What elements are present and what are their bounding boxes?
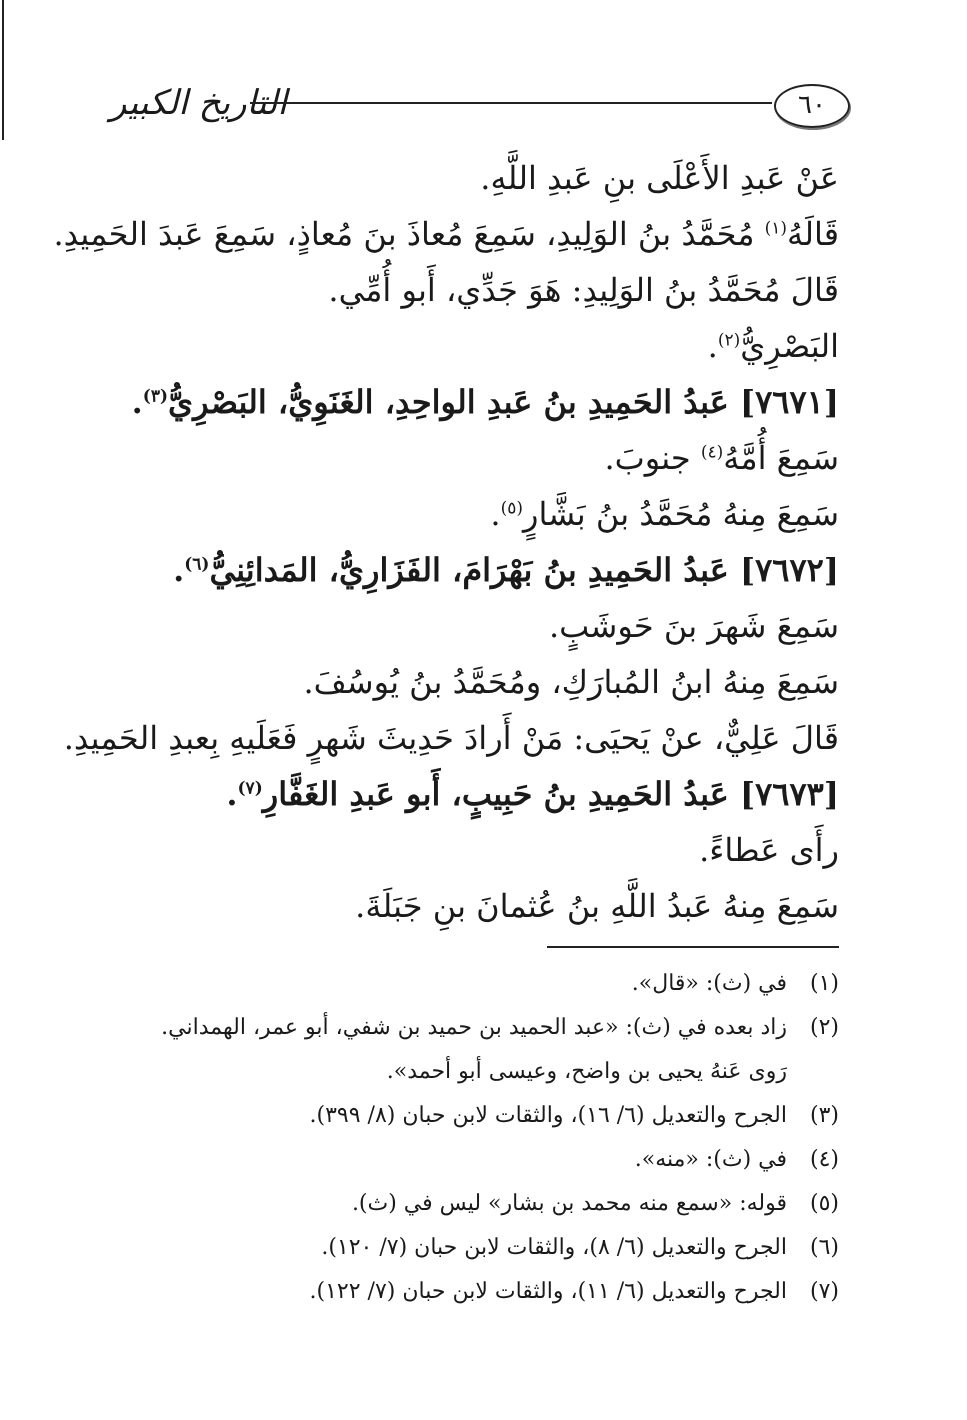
running-title: التاريخ الكبير bbox=[110, 83, 287, 123]
footnote bbox=[119, 962, 839, 1006]
text-line: قَالَ عَلِيٌّ، عنْ يَحيَى: مَنْ أَرادَ حَدِيثَ شَهرٍ فَعَلَيهِ بِعبدِ الحَمِيدِ. bbox=[63, 719, 839, 757]
entry-heading: [٧٦٧٢] عَبدُ الحَمِيدِ بنُ بَهْرَامَ، الفَزَارِيُّ، المَدائِنِيُّ$^{(٦)}$. bbox=[173, 551, 839, 589]
page-header bbox=[110, 78, 850, 138]
footnote-number: (٣) bbox=[809, 1103, 839, 1128]
footnote bbox=[119, 1270, 839, 1314]
footnote-ref[interactable]: (٦) bbox=[184, 554, 210, 575]
footnote-ref[interactable]: (٢) bbox=[717, 330, 741, 351]
footnotes bbox=[119, 962, 839, 1314]
footnote-number: (٢) bbox=[809, 1015, 839, 1040]
text-line: قَالَ مُحَمَّدُ بنُ الوَلِيدِ: هَوَ جَدِّي، أَبو أُمِّي. bbox=[328, 271, 839, 309]
footnote-text: في (ث): «منه». bbox=[634, 1147, 787, 1172]
footnote-number: (١) bbox=[809, 971, 839, 996]
footnote-number: (٧) bbox=[809, 1279, 839, 1304]
footnote-number: (٥) bbox=[809, 1191, 839, 1216]
page-number: ٦٠ bbox=[774, 84, 850, 128]
footnote-text: زاد بعده في (ث): «عبد الحميد بن حميد بن شفي، أبو عمر، الهمداني. bbox=[161, 1015, 787, 1040]
text-line: سَمِعَ مِنهُ مُحَمَّدُ بنُ بَشَّارٍ$^{(٥)}$. bbox=[490, 495, 839, 533]
footnote-text: الجرح والتعديل (٦/ ١٦)، والثقات لابن حبان (٨/ ٣٩٩). bbox=[309, 1103, 787, 1128]
page-edge-rule bbox=[2, 0, 4, 140]
footnote-ref[interactable]: (٣) bbox=[142, 386, 169, 407]
footnote-text: قوله: «سمع منه محمد بن بشار» ليس في (ث). bbox=[351, 1191, 787, 1216]
text-line: سَمِعَ شَهرَ بنَ حَوشَبٍ. bbox=[548, 607, 839, 645]
footnote bbox=[119, 1226, 839, 1270]
text-line: رأَى عَطاءً. bbox=[699, 831, 839, 869]
footnote bbox=[119, 1182, 839, 1226]
text-line: البَصْرِيُّ$^{(٢)}$. bbox=[707, 327, 839, 365]
footnote-ref[interactable]: (١) bbox=[764, 218, 788, 239]
footnote-text: في (ث): «قال». bbox=[631, 971, 787, 996]
footnote-ref[interactable]: (٥) bbox=[500, 498, 523, 519]
footnote bbox=[119, 1094, 839, 1138]
footnote-ref[interactable]: (٤) bbox=[700, 442, 724, 463]
header-rule bbox=[250, 102, 772, 104]
footnote-continuation: رَوى عَنهُ يحيى بن واضح، وعيسى أبو أحمد». bbox=[386, 1059, 787, 1084]
footnote-text: الجرح والتعديل (٦/ ١١)، والثقات لابن حبان (٧/ ١٢٢). bbox=[309, 1279, 787, 1304]
text-line: سَمِعَ مِنهُ ابنُ المُبارَكِ، ومُحَمَّدُ بنُ يُوسُفَ. bbox=[303, 663, 839, 701]
entry-heading: [٧٦٧٣] عَبدُ الحَمِيدِ بنُ حَبِيبٍ، أَبو عَبدِ الغَفَّارِ$^{(٧)}$. bbox=[226, 775, 839, 813]
text-line: قَالَهُ$^{(١)}$ مُحَمَّدُ بنُ الوَلِيدِ، سَمِعَ مُعاذَ بنَ مُعاذٍ، سَمِعَ عَبدَ الحَمِيدِ. bbox=[53, 215, 839, 253]
footnote bbox=[119, 1006, 839, 1050]
text-line: سَمِعَ أُمَّهُ$^{(٤)}$ جنوبَ. bbox=[604, 439, 839, 477]
footnote bbox=[119, 1138, 839, 1182]
footnote-number: (٤) bbox=[809, 1147, 839, 1172]
main-text bbox=[53, 150, 839, 934]
footnote-number: (٦) bbox=[809, 1235, 839, 1260]
text-line: عَنْ عَبدِ الأَعْلَى بنِ عَبدِ اللَّهِ. bbox=[480, 159, 839, 197]
footnote-separator bbox=[547, 946, 839, 948]
footnote-text: الجرح والتعديل (٦/ ٨)، والثقات لابن حبان (٧/ ١٢٠). bbox=[321, 1235, 787, 1260]
text-line: سَمِعَ مِنهُ عَبدُ اللَّهِ بنُ عُثمانَ بنِ جَبَلَةَ. bbox=[355, 887, 839, 925]
footnote-ref[interactable]: (٧) bbox=[237, 778, 263, 799]
entry-heading: [٧٦٧١] عَبدُ الحَمِيدِ بنُ عَبدِ الواحِدِ، الغَنَوِيُّ، البَصْرِيُّ$^{(٣)}$. bbox=[131, 383, 839, 421]
